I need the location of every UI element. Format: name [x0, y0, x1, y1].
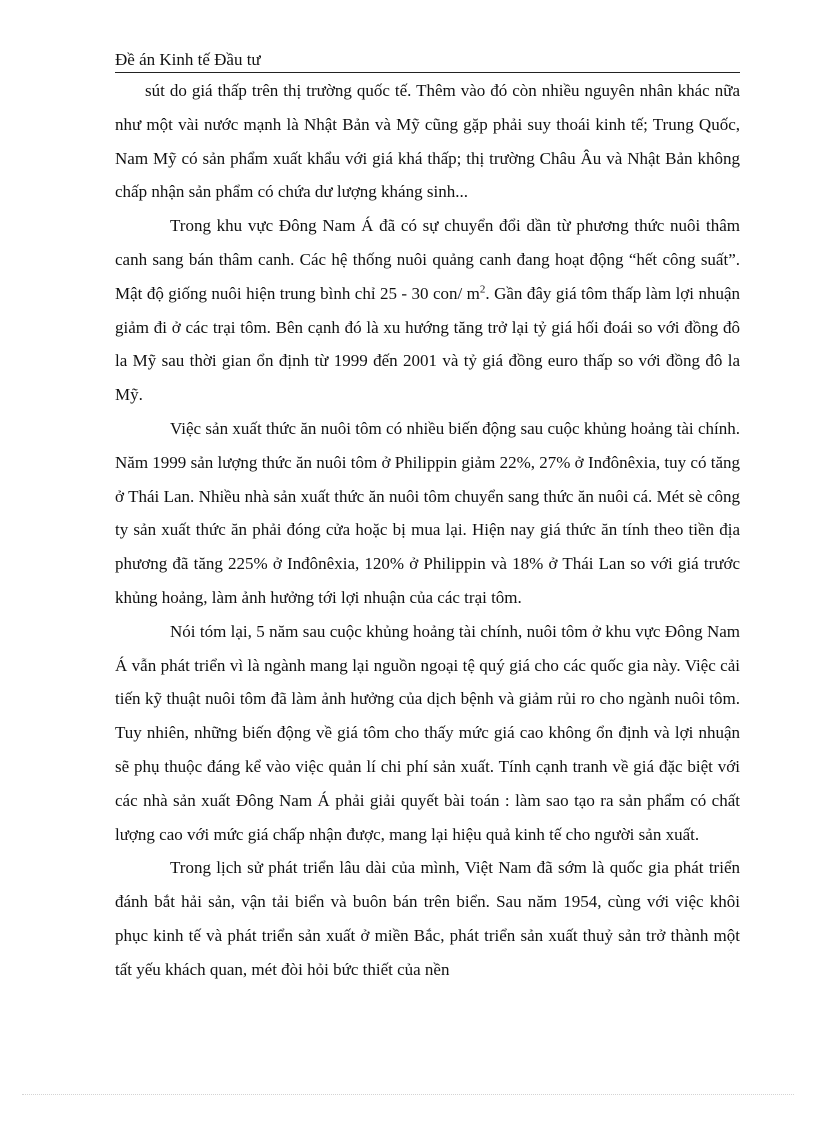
paragraph-3: Việc sản xuất thức ăn nuôi tôm có nhiều biến động sau cuộc khủng hoảng tài chính. Năm 1999 sản lượng thức ăn nuôi tôm ở Philippin giảm 22%, 27% ở Inđônêxia, tuy có tăng ở Thái Lan. Nhiều nhà sản xuất thức ăn nuôi tôm chuyển sang thức ăn nuôi cá. Mét sè công ty sản xuất thức ăn phải đóng cửa hoặc bị mua lại. Hiện nay giá thức ăn tính theo tiền địa phương đã tăng 225% ở Inđônêxia, 120% ở Philippin và 18% ở Thái Lan so với giá trước khủng hoảng, làm ảnh hưởng tới lợi nhuận của các trại tôm.	[115, 418, 740, 607]
superscript-2: 2	[479, 283, 486, 296]
header-title: Đề án Kinh tế Đầu tư	[115, 50, 261, 69]
paragraph-2-text: Trong khu vực Đông Nam Á đã có sự chuyển đổi dần từ phương thức nuôi thâm canh sang bán thâm canh. Các hệ thống nuôi quảng canh đang hoạt động “hết công suất”. Mật độ giống nuôi hiện trung bình chỉ 25 - 30 con/ m	[115, 216, 740, 303]
paragraph-1: sút do giá thấp trên thị trường quốc tế. Thêm vào đó còn nhiều nguyên nhân khác nữa như một vài nước mạnh là Nhật Bản và Mỹ cũng gặp phải suy thoái kinh tế; Trung Quốc, Nam Mỹ có sản phẩm xuất khẩu với giá khá thấp; thị trường Châu Âu và Nhật Bản không chấp nhận sản phẩm có chứa dư lượng kháng sinh...	[115, 81, 740, 202]
document-body	[115, 74, 740, 987]
page-header	[115, 48, 740, 73]
paragraph-5: Trong lịch sử phát triển lâu dài của mình, Việt Nam đã sớm là quốc gia phát triển đánh bắt hải sản, vận tải biển và buôn bán trên biển. Sau năm 1954, cùng với việc khôi phục kinh tế và phát triển sản xuất ở miền Bắc, phát triển sản xuất thuỷ sản trở thành một tất yếu khách quan, mét đòi hỏi bức thiết của nền	[115, 858, 740, 979]
page-bottom-rule	[22, 1094, 794, 1095]
paragraph-2-tail: . Gần đây giá tôm thấp làm lợi nhuận giảm đi ở các trại tôm. Bên cạnh đó là xu hướng tăng trở lại tỷ giá hối đoái so với đồng đô la Mỹ sau thời gian ổn định từ 1999 đến 2001 và tỷ giá đồng euro thấp so với đồng đô la Mỹ.	[115, 283, 740, 405]
paragraph-2	[115, 209, 740, 412]
paragraph-4: Nói tóm lại, 5 năm sau cuộc khủng hoảng tài chính, nuôi tôm ở khu vực Đông Nam Á vẫn phát triển vì là ngành mang lại nguồn ngoại tệ quý giá cho các quốc gia này. Việc cải tiến kỹ thuật nuôi tôm đã làm ảnh hưởng của dịch bệnh và giảm rủi ro cho ngành nuôi tôm. Tuy nhiên, những biến động về giá tôm cho thấy mức giá cao không ổn định và lợi nhuận sẽ phụ thuộc đáng kể vào việc quản lí chi phí sản xuất. Tính cạnh tranh về giá đặc biệt với các nhà sản xuất Đông Nam Á phải giải quyết bài toán : làm sao tạo ra sản phẩm có chất lượng cao với mức giá chấp nhận được, mang lại hiệu quả kinh tế cho người sản xuất.	[115, 621, 740, 844]
